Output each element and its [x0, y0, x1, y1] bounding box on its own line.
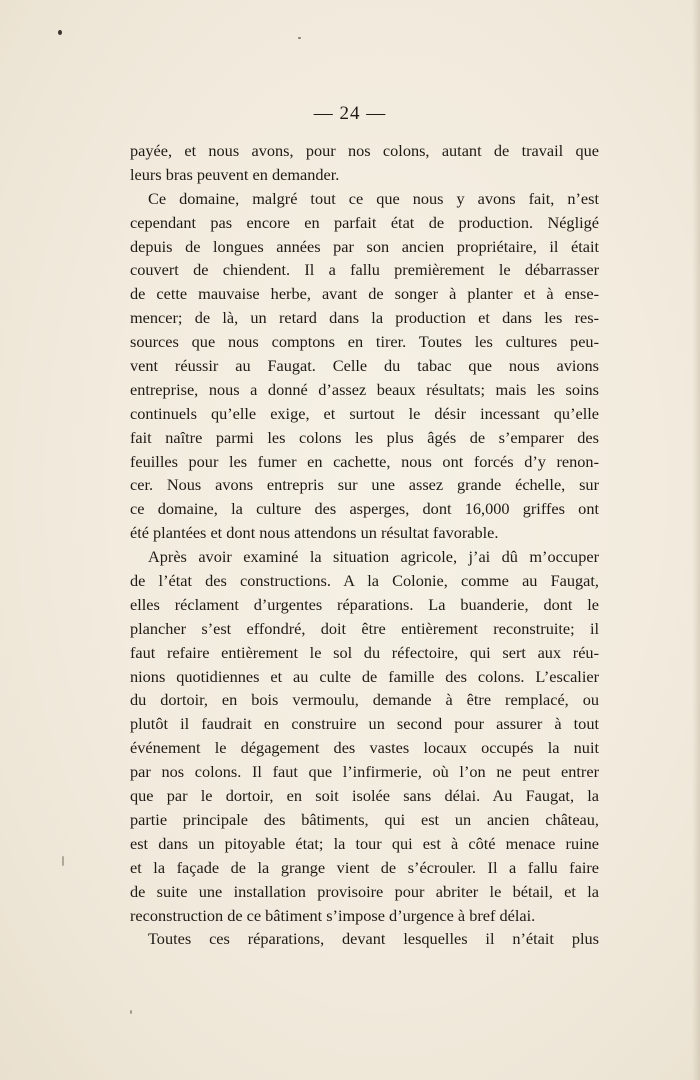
text-line: que par le dortoir, en soit isolée sans délai. Au Faugat, la — [130, 786, 599, 806]
text-line: vent réussir au Faugat. Celle du tabac que nous avions — [130, 356, 599, 376]
text-line: elles réclament d’urgentes réparations. La buanderie, dont le — [130, 594, 599, 614]
text-line: Ce domaine, malgré tout ce que nous y avons fait, n’est — [148, 188, 599, 208]
text-line: nions quotidiennes et au culte de famille des colons. L’escalier — [130, 666, 599, 686]
page-gutter-shadow — [692, 0, 700, 1080]
text-line: Après avoir examiné la situation agricole, j’ai dû m’occuper — [148, 547, 599, 567]
text-line: événement le dégagement des vastes locaux occupés la nuit — [130, 738, 599, 758]
text-line: de cette mauvaise herbe, avant de songer à planter et à ense- — [130, 284, 599, 304]
text-line: cependant pas encore en parfait état de production. Négligé — [130, 212, 599, 232]
text-line: entreprise, nous a donné d’assez beaux résultats; mais les soins — [130, 379, 599, 399]
text-line: depuis de longues années par son ancien propriétaire, il était — [130, 236, 599, 256]
text-line: plutôt il faudrait en construire un second pour assurer à tout — [130, 714, 599, 734]
text-line: de l’état des constructions. A la Colonie, comme au Faugat, — [130, 571, 599, 591]
text-line: du dortoir, en bois vermoulu, demande à être remplacé, ou — [130, 690, 599, 710]
text-line: fait naître parmi les colons les plus âgés de s’emparer des — [130, 427, 599, 447]
ink-spot — [130, 1010, 132, 1014]
text-line: feuilles pour les fumer en cachette, nous ont forcés d’y renon- — [130, 451, 599, 471]
text-line: mencer; de là, un retard dans la production et dans les res- — [130, 308, 599, 328]
text-line: partie principale des bâtiments, qui est un ancien château, — [130, 809, 599, 829]
ink-spot — [298, 37, 301, 39]
text-line: leurs bras peuvent en demander. — [130, 164, 340, 184]
text-line: est dans un pitoyable état; la tour qui est à côté menace ruine — [130, 833, 599, 853]
ink-spot — [62, 856, 64, 866]
body-text — [130, 139, 599, 951]
text-line: reconstruction de ce bâtiment s’impose d’urgence à bref délai. — [130, 905, 536, 925]
text-line: payée, et nous avons, pour nos colons, autant de travail que — [130, 141, 599, 160]
text-line: été plantées et dont nous attendons un résultat favorable. — [130, 523, 499, 543]
text-line: ce domaine, la culture des asperges, dont 16,000 griffes ont — [130, 499, 599, 519]
ink-spot — [58, 30, 62, 35]
text-line: cer. Nous avons entrepris sur une assez grande échelle, sur — [130, 475, 599, 495]
text-line: faut refaire entièrement le sol du réfectoire, qui sert aux réu- — [130, 642, 599, 662]
text-line: Toutes ces réparations, devant lesquelles il n’était plus — [148, 929, 599, 949]
text-line: de suite une installation provisoire pour abriter le bétail, et la — [130, 881, 599, 901]
text-line: et la façade de la grange vient de s’écrouler. Il a fallu faire — [130, 857, 599, 877]
text-line: couvert de chiendent. Il a fallu premièrement le débarrasser — [130, 260, 599, 280]
text-line: plancher s’est effondré, doit être entièrement reconstruite; il — [130, 618, 599, 638]
text-line: continuels qu’elle exige, et surtout le désir incessant qu’elle — [130, 403, 599, 423]
page-number: — 24 — — [313, 103, 387, 124]
text-line: par nos colons. Il faut que l’infirmerie, où l’on ne peut entrer — [130, 762, 599, 782]
text-line: sources que nous comptons en tirer. Toutes les cultures peu- — [130, 332, 599, 352]
